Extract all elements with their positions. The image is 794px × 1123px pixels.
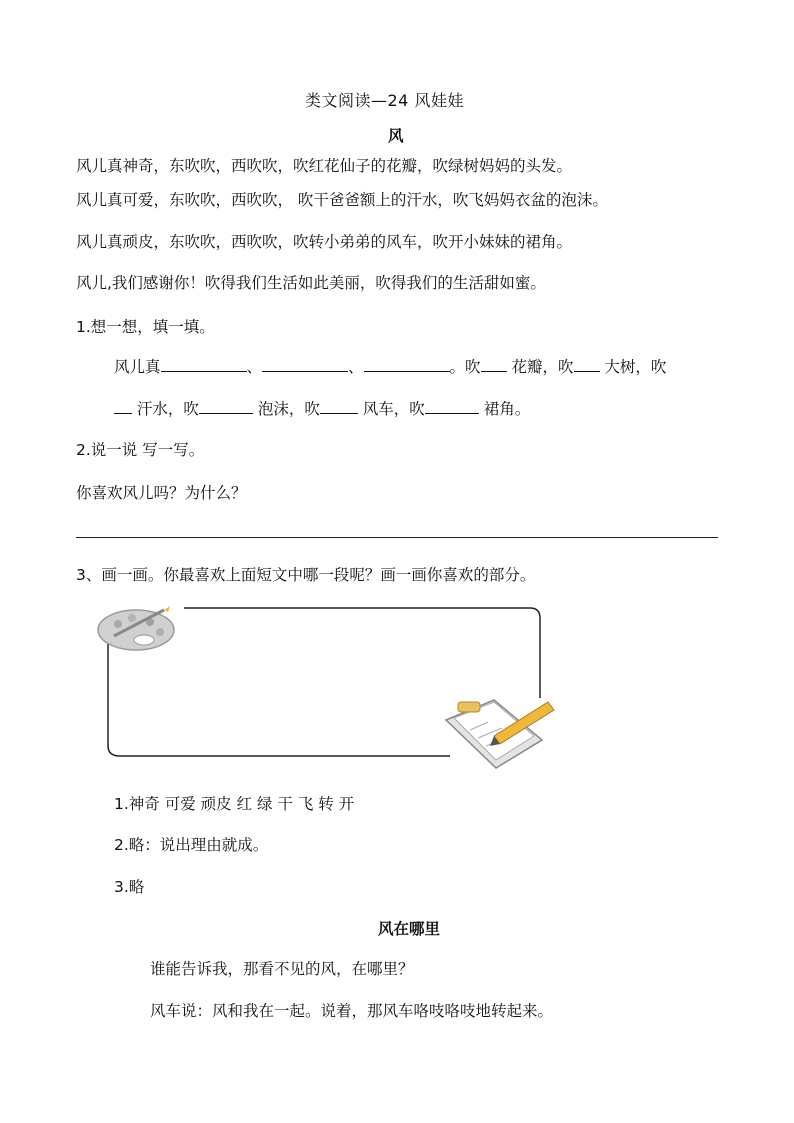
fill-text: 裙角。 bbox=[478, 400, 531, 418]
clipboard-pencil-icon bbox=[446, 700, 554, 768]
fill-text: 风儿真 bbox=[114, 358, 161, 376]
fill-text: 花瓣，吹 bbox=[506, 358, 574, 376]
passage-line: 风儿,我们感谢你！吹得我们生活如此美丽，吹得我们的生活甜如蜜。 bbox=[76, 274, 546, 292]
fill-text: 、 bbox=[246, 358, 263, 376]
fill-text: 、 bbox=[348, 358, 364, 376]
blank[interactable] bbox=[262, 357, 348, 372]
answer-line[interactable] bbox=[76, 537, 718, 538]
blank[interactable] bbox=[114, 399, 132, 414]
blank[interactable] bbox=[161, 357, 247, 372]
passage-title: 风 bbox=[388, 127, 404, 145]
question-2-prompt: 2.说一说 写一写。 bbox=[76, 441, 205, 459]
frame-border-bottom bbox=[108, 644, 450, 756]
passage-line: 风车说：风和我在一起。说着，那风车咯吱咯吱地转起来。 bbox=[150, 1002, 554, 1020]
blank[interactable] bbox=[199, 399, 253, 414]
blank[interactable] bbox=[364, 357, 450, 372]
drawing-frame[interactable] bbox=[94, 602, 564, 774]
fill-text: 风车，吹 bbox=[357, 400, 425, 418]
passage-title: 风在哪里 bbox=[378, 920, 441, 938]
fill-text: 。吹 bbox=[449, 358, 481, 376]
passage-line: 风儿真可爱，东吹吹，西吹吹， 吹干爸爸额上的汗水，吹飞妈妈衣盆的泡沫。 bbox=[76, 191, 608, 209]
palette-icon bbox=[98, 606, 174, 650]
question-2-text: 你喜欢风儿吗？为什么？ bbox=[76, 484, 247, 502]
blank[interactable] bbox=[425, 399, 479, 414]
fill-text: 大树，吹 bbox=[599, 358, 667, 376]
page-title: 类文阅读—24 风娃娃 bbox=[305, 91, 464, 110]
blank[interactable] bbox=[574, 357, 600, 372]
frame-border-top bbox=[184, 608, 540, 698]
blank[interactable] bbox=[320, 399, 358, 414]
fill-line-2 bbox=[114, 397, 530, 419]
passage-line: 风儿真顽皮，东吹吹，西吹吹，吹转小弟弟的风车，吹开小妹妹的裙角。 bbox=[76, 233, 573, 251]
answer-line: 3.略 bbox=[114, 878, 145, 896]
blank[interactable] bbox=[481, 357, 507, 372]
passage-line: 谁能告诉我，那看不见的风，在哪里？ bbox=[150, 960, 414, 978]
question-3-prompt: 3、画一画。你最喜欢上面短文中哪一段呢？画一画你喜欢的部分。 bbox=[76, 566, 536, 584]
answer-line: 2.略：说出理由就成。 bbox=[114, 836, 269, 854]
fill-text: 汗水，吹 bbox=[132, 400, 199, 418]
fill-text: 泡沫，吹 bbox=[252, 400, 320, 418]
answer-line: 1.神奇 可爱 顽皮 红 绿 干 飞 转 开 bbox=[114, 795, 355, 813]
question-1-prompt: 1.想一想，填一填。 bbox=[76, 318, 215, 336]
fill-line-1 bbox=[114, 355, 666, 377]
passage-line: 风儿真神奇，东吹吹，西吹吹，吹红花仙子的花瓣，吹绿树妈妈的头发。 bbox=[76, 157, 573, 175]
